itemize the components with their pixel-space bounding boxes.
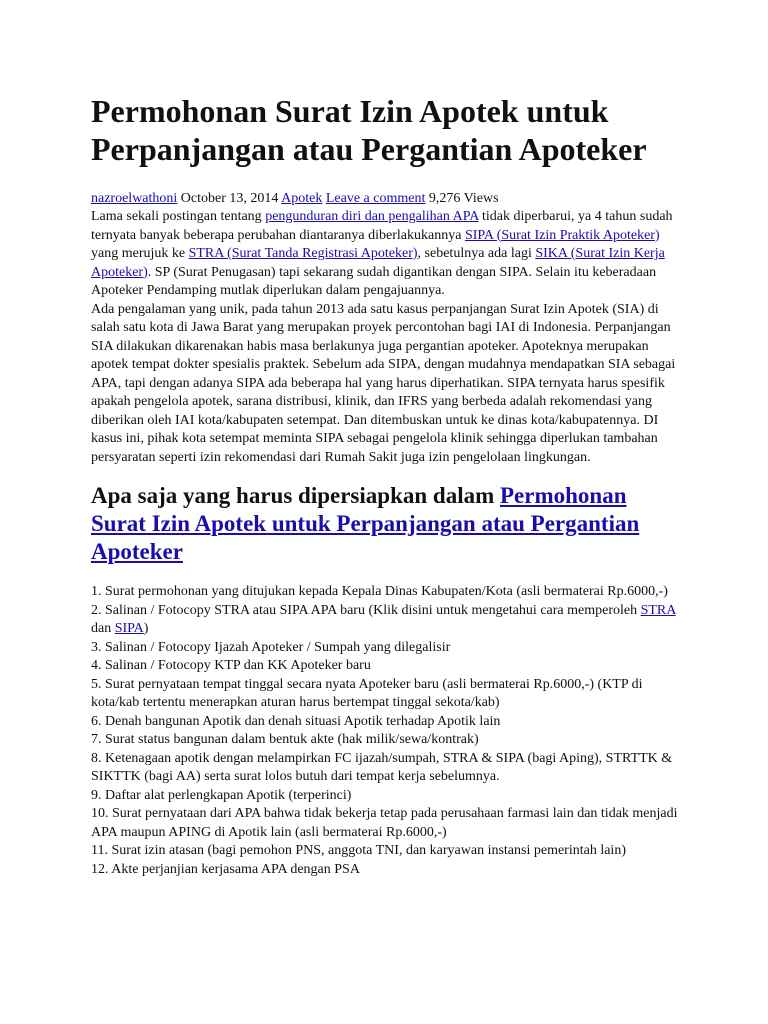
text-run: tidak diperbarui, ya 4 tahun sudah ternyata banyak beberapa perubahan diantaranya diberlakukannya [91, 209, 673, 243]
list-item: 9. Daftar alat perlengkapan Apotik (terperinci) [91, 787, 352, 803]
list-item [91, 602, 678, 639]
text-run: ) [143, 621, 149, 636]
text-run: . SP (Surat Penugasan) tapi sekarang sudah digantikan dengan SIPA. Selain itu keberadaan Apoteker Pendamping mutlak diperlukan dalam pengajuannya. [91, 264, 657, 298]
text-run: 2. Salinan / Fotocopy STRA atau SIPA APA baru (Klik disini untuk mengetahui cara memperoleh [91, 602, 641, 618]
list-item: 11. Surat izin atasan (bagi pemohon PNS, anggota TNI, dan karyawan instansi pemerintah lain) [91, 843, 626, 858]
link-pengunduran-diri[interactable]: pengunduran diri dan pengalihan APA [265, 209, 479, 224]
post-date: October 13, 2014 [180, 191, 279, 206]
text-run: dan [91, 621, 115, 636]
list-item: 10. Surat pernyataan dari APA bahwa tidak bekerja tetap pada perusahaan farmasi lain dan tidak menjadi APA maupun APING di Apotik lain (asli bermaterai Rp.6000,-) [91, 806, 678, 840]
list-item: 5. Surat pernyataan tempat tinggal secara nyata Apoteker baru (asli bermaterai Rp.6000,-) (KTP di kota/kab tertentu menerapkan aturan harus bertempat tinggal sekota/kab) [91, 676, 643, 710]
requirements-list [91, 583, 678, 879]
list-item: 12. Akte perjanjian kerjasama APA dengan PSA [91, 861, 360, 877]
list-item: 8. Ketenagaan apotik dengan melampirkan FC ijazah/sumpah, STRA & SIPA (bagi Aping), STRTTK & SIKTTK (bagi AA) serta surat lolos butuh dari tempat kerja sebelumnya. [91, 750, 673, 784]
list-item: 3. Salinan / Fotocopy Ijazah Apoteker / Sumpah yang dilegalisir [91, 639, 451, 655]
view-count: 9,276 Views [428, 191, 499, 206]
list-item: 4. Salinan / Fotocopy KTP dan KK Apoteker baru [91, 658, 371, 673]
article-title: Permohonan Surat Izin Apotek untuk Perpanjangan atau Pergantian Apoteker [91, 93, 647, 167]
intro-paragraph [91, 208, 678, 301]
author-link[interactable]: nazroelwathoni [91, 191, 178, 206]
text-run: Lama sekali postingan tentang [91, 209, 266, 224]
heading-link[interactable]: Permohonan Surat Izin Apotek untuk Perpanjangan atau Pergantian Apoteker [91, 483, 640, 564]
text-run: , sebetulnya ada lagi [417, 246, 536, 261]
heading-text: Apa saja yang harus dipersiapkan dalam [91, 483, 500, 508]
link-sipa-short[interactable]: SIPA [114, 621, 144, 636]
link-sika[interactable]: SIKA (Surat Izin Kerja Apoteker) [91, 246, 665, 280]
list-item: 1. Surat permohonan yang ditujukan kepada Kepala Dinas Kabupaten/Kota (asli bermaterai Rp.6000,-) [91, 584, 668, 599]
leave-comment-link[interactable]: Leave a comment [325, 191, 426, 206]
category-link[interactable]: Apotek [281, 191, 323, 206]
post-meta [91, 190, 678, 208]
list-item: 7. Surat status bangunan dalam bentuk akte (hak milik/sewa/kontrak) [91, 732, 479, 747]
section-heading [91, 482, 678, 566]
text-run: yang merujuk ke [91, 246, 189, 261]
link-stra[interactable]: STRA (Surat Tanda Registrasi Apoteker) [188, 246, 418, 261]
experience-paragraph: Ada pengalaman yang unik, pada tahun 2013 ada satu kasus perpanjangan Surat Izin Apotek (SIA) di salah satu kota di Jawa Barat yang merupakan proyek percontohan bagi IAI di Indonesia. Perpanjangan SIA dilakukan dikarenakan habis masa berlakunya juga pergantian apoteker. Apoteknya merupakan apotek tempat dokter spesialis praktek. Sebelum ada SIPA, dengan mudahnya mendapatkan SIA sebagai APA, tapi dengan adanya SIPA ada beberapa hal yang harus diperhatikan. SIPA ternyata harus spesifik apakah pengelola apotek, sarana distribusi, klinik, dan IFRS yang berbeda adalah rekomendasi yang diberikan oleh IAI kota/kabupaten setempat. Dan ditembuskan untuk ke dinas kota/kabupatennya. DI kasus ini, pihak kota setempat meminta SIPA sebagai pengelola klinik sehingga diperlukan tambahan persyaratan seperti izin rekomendasi dari Rumah Sakit juga izin pengelolaan lingkungan. [91, 301, 676, 465]
list-item: 6. Denah bangunan Apotik dan denah situasi Apotik terhadap Apotik lain [91, 713, 501, 729]
link-stra-short[interactable]: STRA [640, 602, 676, 618]
link-sipa[interactable]: SIPA (Surat Izin Praktik Apoteker) [464, 227, 660, 243]
